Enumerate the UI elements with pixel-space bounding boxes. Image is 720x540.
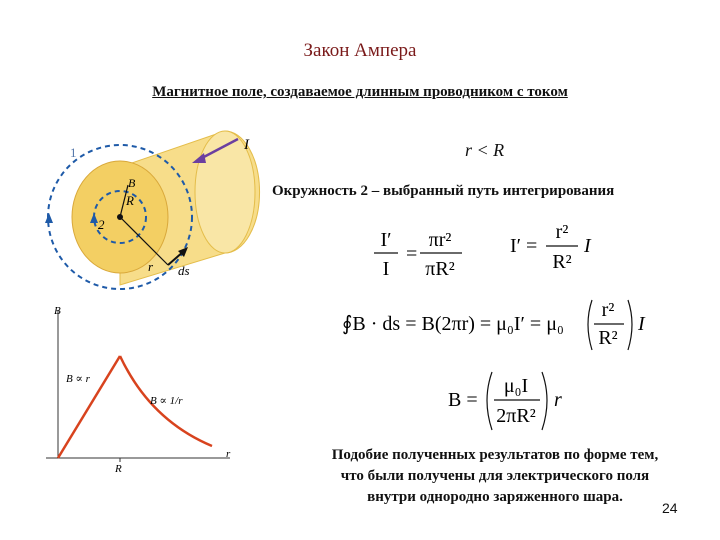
conclusion-line-2: что были получены для электрического поля [340, 468, 650, 484]
graph-tick-R-label: R [115, 463, 122, 475]
condition-label: r < R [465, 140, 505, 160]
page-number: 24 [662, 500, 678, 516]
equations-block [340, 220, 700, 435]
equation-current-fraction [510, 221, 592, 273]
eq1b-numerator: r² [555, 221, 569, 243]
eq3-denominator: 2πR² [496, 405, 536, 427]
label-B: B [128, 176, 136, 190]
conclusion-line-1: Подобие полученных результатов по форме тем, [331, 447, 659, 463]
outer-path-arrow-icon [45, 213, 53, 223]
eq3-lhs: B = [448, 389, 478, 411]
graph-left-annotation: B ∝ r [66, 373, 90, 385]
label-r: r [148, 259, 154, 274]
equation-field-result [448, 372, 562, 430]
slide-subtitle: Магнитное поле, создаваемое длинным проводником с током [152, 84, 568, 100]
eq1b-tail: I [584, 235, 591, 257]
eq1b-lhs: I′ = [510, 235, 538, 257]
eq1-mid-numerator: πr² [428, 229, 452, 251]
cylinder-diagram [40, 125, 280, 295]
eq3-numerator: μ₀I [503, 375, 529, 397]
eq1b-denominator: R² [552, 251, 572, 273]
graph-right-annotation: B ∝ 1/r [150, 395, 183, 407]
conclusion-line-3: внутри однородно заряженного шара. [367, 489, 623, 505]
eq3-tail: r [554, 389, 562, 411]
graph-linear-segment [58, 356, 120, 458]
eq2-tail: I [638, 313, 645, 335]
eq2-numerator: r² [601, 299, 615, 321]
eq1-equals: = [406, 243, 418, 265]
graph-y-label: B [54, 305, 61, 317]
graph-x-label: r [226, 448, 231, 460]
eq2-denominator: R² [598, 327, 618, 349]
equation-ratio [374, 229, 462, 280]
field-graph [40, 300, 240, 475]
eq2-main: ∮B · ds = B(2πr) = μ₀I′ = μ₀ [342, 313, 564, 335]
label-path-2: 2 [98, 217, 105, 232]
slide-title: Закон Ампера [303, 40, 417, 61]
eq1-lhs-denominator: I [382, 258, 390, 280]
integration-path-note: Окружность 2 – выбранный путь интегрирования [272, 183, 615, 199]
label-R: R [126, 193, 134, 208]
conclusion-text [290, 445, 700, 508]
eq1-lhs-numerator: I′ [380, 229, 392, 251]
eq1-mid-denominator: πR² [425, 258, 455, 280]
equation-ampere-circuital [342, 299, 646, 350]
label-path-1: 1 [70, 145, 77, 160]
label-ds: ds [178, 263, 190, 278]
label-current: I [244, 137, 249, 153]
